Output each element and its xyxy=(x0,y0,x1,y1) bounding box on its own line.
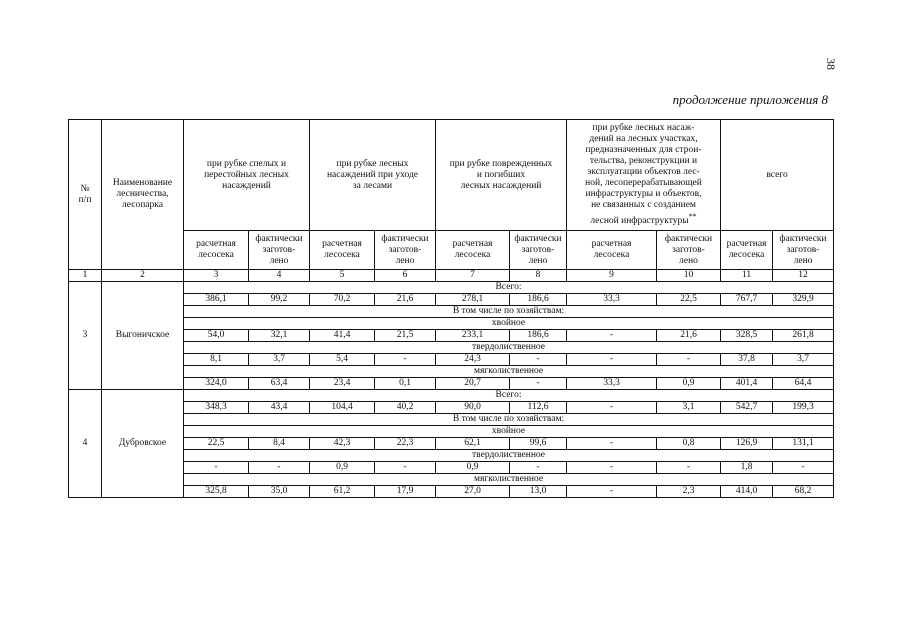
subheader-row xyxy=(69,231,834,270)
section-label-row xyxy=(69,306,834,318)
data-cell: 99,2 xyxy=(249,294,310,306)
header-group-thinning: при рубке лесных насаждений при уходе за лесами xyxy=(310,120,436,231)
data-cell: 329,9 xyxy=(773,294,834,306)
data-row xyxy=(69,402,834,414)
data-cell: - xyxy=(773,462,834,474)
data-cell: - xyxy=(375,354,436,366)
data-cell: 37,8 xyxy=(721,354,773,366)
section-label-row xyxy=(69,282,834,294)
data-cell: - xyxy=(567,486,657,498)
data-cell: - xyxy=(657,462,721,474)
data-cell: - xyxy=(567,402,657,414)
header-group-infrastructure xyxy=(567,120,721,231)
data-cell: - xyxy=(567,354,657,366)
data-cell: 0,1 xyxy=(375,378,436,390)
data-cell: 24,3 xyxy=(436,354,510,366)
sub-calc: расчетная лесосека xyxy=(567,231,657,270)
data-cell: 1,8 xyxy=(721,462,773,474)
section-label-row xyxy=(69,414,834,426)
harvest-table xyxy=(68,119,834,498)
column-number-row xyxy=(69,270,834,282)
section-label: хвойное xyxy=(184,426,834,438)
data-cell: - xyxy=(249,462,310,474)
data-cell: 22,5 xyxy=(657,294,721,306)
data-cell: 40,2 xyxy=(375,402,436,414)
column-number: 5 xyxy=(310,270,375,282)
data-cell: 64,4 xyxy=(773,378,834,390)
section-label-row xyxy=(69,426,834,438)
header-name: Наименование лесничества, лесопарка xyxy=(102,120,184,270)
data-cell: 3,7 xyxy=(773,354,834,366)
section-label-row xyxy=(69,366,834,378)
page-number: 38 xyxy=(824,58,838,70)
sub-fact: фактически заготов- лено xyxy=(375,231,436,270)
data-cell: 112,6 xyxy=(510,402,567,414)
data-cell: - xyxy=(184,462,249,474)
column-number: 10 xyxy=(657,270,721,282)
header-row xyxy=(69,120,834,231)
data-cell: 186,6 xyxy=(510,330,567,342)
column-number: 6 xyxy=(375,270,436,282)
data-cell: 328,5 xyxy=(721,330,773,342)
column-number: 8 xyxy=(510,270,567,282)
sub-calc: расчетная лесосека xyxy=(310,231,375,270)
section-label: В том числе по хозяйствам: xyxy=(184,414,834,426)
section-label: хвойное xyxy=(184,318,834,330)
section-label: В том числе по хозяйствам: xyxy=(184,306,834,318)
data-cell: 3,7 xyxy=(249,354,310,366)
forestry-name: Дубровское xyxy=(102,390,184,498)
sub-calc: расчетная лесосека xyxy=(721,231,773,270)
data-cell: 33,3 xyxy=(567,294,657,306)
data-cell: 21,5 xyxy=(375,330,436,342)
data-cell: 542,7 xyxy=(721,402,773,414)
data-cell: 33,3 xyxy=(567,378,657,390)
data-cell: 68,2 xyxy=(773,486,834,498)
column-number: 7 xyxy=(436,270,510,282)
sub-fact: фактически заготов- лено xyxy=(657,231,721,270)
data-cell: 0,9 xyxy=(310,462,375,474)
data-cell: 21,6 xyxy=(657,330,721,342)
sub-fact: фактически заготов- лено xyxy=(510,231,567,270)
sub-fact: фактически заготов- лено xyxy=(249,231,310,270)
continuation-caption: продолжение приложения 8 xyxy=(672,92,828,107)
sub-calc: расчетная лесосека xyxy=(184,231,249,270)
section-label: Всего: xyxy=(184,282,834,294)
data-cell: - xyxy=(510,378,567,390)
data-cell: 8,1 xyxy=(184,354,249,366)
data-cell: 70,2 xyxy=(310,294,375,306)
data-cell: 62,1 xyxy=(436,438,510,450)
data-cell: 43,4 xyxy=(249,402,310,414)
section-label-row xyxy=(69,450,834,462)
column-number: 11 xyxy=(721,270,773,282)
data-row xyxy=(69,378,834,390)
data-cell: 17,9 xyxy=(375,486,436,498)
data-cell: 22,5 xyxy=(184,438,249,450)
data-cell: 767,7 xyxy=(721,294,773,306)
data-cell: 5,4 xyxy=(310,354,375,366)
data-cell: 414,0 xyxy=(721,486,773,498)
data-cell: 325,8 xyxy=(184,486,249,498)
data-cell: 386,1 xyxy=(184,294,249,306)
header-group-damaged: при рубке поврежденных и погибших лесных насаждений xyxy=(436,120,567,231)
forestry-name: Выгоничское xyxy=(102,282,184,390)
forestry-num: 3 xyxy=(69,282,102,390)
data-cell: 23,4 xyxy=(310,378,375,390)
column-number: 2 xyxy=(102,270,184,282)
data-cell: 63,4 xyxy=(249,378,310,390)
data-cell: 61,2 xyxy=(310,486,375,498)
section-label: мягколиственное xyxy=(184,366,834,378)
data-row xyxy=(69,294,834,306)
column-number: 3 xyxy=(184,270,249,282)
data-row xyxy=(69,486,834,498)
data-cell: 186,6 xyxy=(510,294,567,306)
data-cell: 22,3 xyxy=(375,438,436,450)
section-label-row xyxy=(69,390,834,402)
section-label: твердолиственное xyxy=(184,450,834,462)
data-cell: 54,0 xyxy=(184,330,249,342)
data-cell: 401,4 xyxy=(721,378,773,390)
data-cell: 21,6 xyxy=(375,294,436,306)
column-number: 12 xyxy=(773,270,834,282)
column-number: 4 xyxy=(249,270,310,282)
section-label: твердолиственное xyxy=(184,342,834,354)
data-row xyxy=(69,438,834,450)
column-number: 9 xyxy=(567,270,657,282)
header-num: № п/п xyxy=(69,120,102,270)
footnote-mark: ** xyxy=(688,211,697,221)
data-cell: 8,4 xyxy=(249,438,310,450)
data-cell: 99,6 xyxy=(510,438,567,450)
data-cell: 104,4 xyxy=(310,402,375,414)
data-cell: - xyxy=(510,462,567,474)
data-cell: - xyxy=(567,438,657,450)
data-cell: 261,8 xyxy=(773,330,834,342)
data-cell: 0,8 xyxy=(657,438,721,450)
forestry-num: 4 xyxy=(69,390,102,498)
column-number: 1 xyxy=(69,270,102,282)
data-cell: 13,0 xyxy=(510,486,567,498)
data-cell: 126,9 xyxy=(721,438,773,450)
data-cell: - xyxy=(657,354,721,366)
data-cell: 131,1 xyxy=(773,438,834,450)
data-cell: 42,3 xyxy=(310,438,375,450)
data-cell: 2,3 xyxy=(657,486,721,498)
section-label-row xyxy=(69,318,834,330)
sub-calc: расчетная лесосека xyxy=(436,231,510,270)
data-row xyxy=(69,354,834,366)
data-cell: 278,1 xyxy=(436,294,510,306)
data-cell: 233,1 xyxy=(436,330,510,342)
data-row xyxy=(69,462,834,474)
data-cell: 32,1 xyxy=(249,330,310,342)
data-cell: 35,0 xyxy=(249,486,310,498)
section-label: мягколиственное xyxy=(184,474,834,486)
data-cell: 324,0 xyxy=(184,378,249,390)
data-cell: 0,9 xyxy=(657,378,721,390)
header-group-mature: при рубке спелых и перестойных лесных насаждений xyxy=(184,120,310,231)
header-group-total: всего xyxy=(721,120,834,231)
data-cell: 90,0 xyxy=(436,402,510,414)
data-cell: - xyxy=(567,330,657,342)
header-group-infrastructure-text: при рубке лесных насаж- дений на лесных участках, предназначенных для строи- тельства, реконструкции и эксплуатации объектов лес- ной, лесоперерабатывающей инфраструктуры и объектов, не связанных с созданием лесной инфраструктуры xyxy=(585,122,702,227)
data-cell: 20,7 xyxy=(436,378,510,390)
data-cell: - xyxy=(510,354,567,366)
sub-fact: фактически заготов- лено xyxy=(773,231,834,270)
data-cell: - xyxy=(567,462,657,474)
data-cell: 3,1 xyxy=(657,402,721,414)
data-cell: 27,0 xyxy=(436,486,510,498)
data-cell: - xyxy=(375,462,436,474)
section-label-row xyxy=(69,342,834,354)
section-label: Всего: xyxy=(184,390,834,402)
data-cell: 348,3 xyxy=(184,402,249,414)
data-cell: 199,3 xyxy=(773,402,834,414)
data-cell: 41,4 xyxy=(310,330,375,342)
data-row xyxy=(69,330,834,342)
section-label-row xyxy=(69,474,834,486)
data-cell: 0,9 xyxy=(436,462,510,474)
